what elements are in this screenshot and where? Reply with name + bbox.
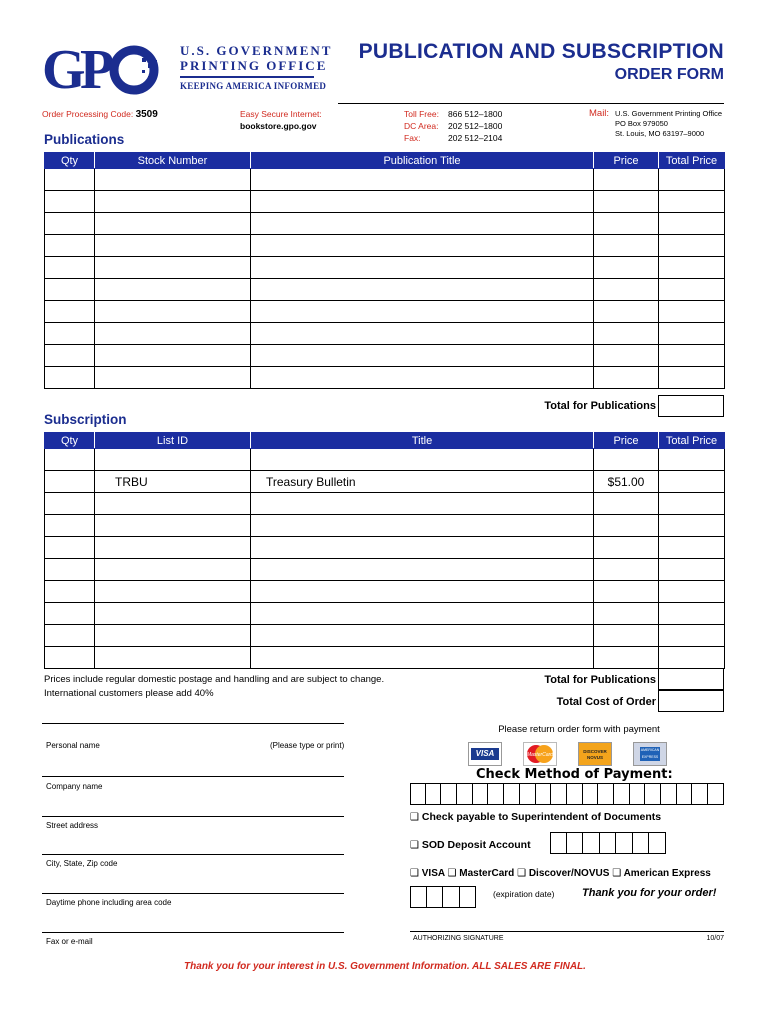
table-cell[interactable] xyxy=(45,537,95,559)
return-note: Please return order form with payment xyxy=(498,724,660,735)
table-cell[interactable] xyxy=(95,647,251,669)
col-qty: Qty xyxy=(45,153,95,169)
pub-total-box[interactable] xyxy=(658,395,724,417)
prices-note-line1: Prices include regular domestic postage and handling and are subject to change. xyxy=(44,674,385,685)
table-row xyxy=(45,301,725,323)
table-cell[interactable] xyxy=(659,559,725,581)
table-cell[interactable] xyxy=(45,213,95,235)
sub-total-box[interactable] xyxy=(658,668,724,690)
table-row xyxy=(45,559,725,581)
table-cell[interactable] xyxy=(594,625,659,647)
table-row xyxy=(45,213,725,235)
table-cell[interactable] xyxy=(251,191,594,213)
fax-number: 202 512–2104 xyxy=(448,133,503,143)
sod-option[interactable] xyxy=(410,839,531,851)
order-code-value: 3509 xyxy=(135,109,158,120)
subscription-title: Subscription xyxy=(44,412,127,427)
table-cell[interactable] xyxy=(659,213,725,235)
col-price: Price xyxy=(594,153,659,169)
table-cell[interactable] xyxy=(251,603,594,625)
col-stock-number: Stock Number xyxy=(95,153,251,169)
type-or-print-note: (Please type or print) xyxy=(270,741,345,750)
discover-option-label: Discover/NOVUS xyxy=(528,868,610,879)
table-cell[interactable] xyxy=(251,213,594,235)
entry-box[interactable] xyxy=(614,783,630,805)
dc-number: 202 512–1800 xyxy=(448,121,503,131)
table-cell[interactable] xyxy=(95,191,251,213)
signature-line[interactable] xyxy=(410,931,724,932)
svg-text:P: P xyxy=(80,40,115,96)
table-row xyxy=(45,257,725,279)
phone-label: Daytime phone including area code xyxy=(46,898,172,907)
table-cell[interactable] xyxy=(659,279,725,301)
mail-address xyxy=(615,109,722,139)
table-cell[interactable] xyxy=(251,323,594,345)
table-cell[interactable] xyxy=(659,345,725,367)
mastercard-icon xyxy=(523,742,557,766)
fax-email-label: Fax or e-mail xyxy=(46,937,93,946)
table-cell[interactable] xyxy=(659,493,725,515)
table-cell[interactable] xyxy=(95,581,251,603)
table-cell[interactable] xyxy=(95,367,251,389)
check-option[interactable] xyxy=(410,811,661,823)
entry-box[interactable] xyxy=(661,783,677,805)
footer-note: Thank you for your interest in U.S. Government Information. ALL SALES ARE FINAL. xyxy=(184,961,586,972)
checkbox-icon[interactable]: ❑ xyxy=(517,868,527,879)
personal-name-label: Personal name xyxy=(46,741,100,750)
publications-header xyxy=(45,153,725,169)
sod-option-label: SOD Deposit Account xyxy=(421,839,531,851)
entry-box[interactable] xyxy=(410,886,427,908)
entry-box[interactable] xyxy=(600,832,617,854)
table-row xyxy=(45,493,725,515)
card-options xyxy=(410,868,711,879)
total-cost-label: Total Cost of Order xyxy=(556,696,656,708)
street-address-field[interactable] xyxy=(42,854,344,855)
table-cell[interactable] xyxy=(251,301,594,323)
entry-box[interactable] xyxy=(427,886,444,908)
table-row xyxy=(45,603,725,625)
table-cell[interactable] xyxy=(594,169,659,191)
entry-box[interactable] xyxy=(551,783,567,805)
entry-box[interactable] xyxy=(583,783,599,805)
header-divider xyxy=(338,103,724,104)
entry-box[interactable] xyxy=(410,783,426,805)
agency-line1: U.S. GOVERNMENT xyxy=(180,43,333,58)
table-cell[interactable] xyxy=(45,235,95,257)
table-row xyxy=(45,647,725,669)
checkbox-icon[interactable]: ❑ xyxy=(612,868,622,879)
col-price: Price xyxy=(594,433,659,449)
mastercard-option-label: MasterCard xyxy=(459,868,515,879)
table-cell[interactable] xyxy=(594,515,659,537)
signature-label: AUTHORIZING SIGNATURE xyxy=(413,935,504,942)
table-cell[interactable] xyxy=(659,169,725,191)
entry-box[interactable] xyxy=(616,832,633,854)
table-cell[interactable] xyxy=(251,367,594,389)
visa-card-icon xyxy=(468,742,502,766)
table-cell[interactable] xyxy=(251,559,594,581)
title-cell[interactable]: Treasury Bulletin xyxy=(251,471,594,493)
entry-box[interactable] xyxy=(536,783,552,805)
table-cell[interactable] xyxy=(45,647,95,669)
sub-total-label: Total for Publications xyxy=(544,674,656,686)
mail-label: Mail: xyxy=(589,108,610,119)
table-cell[interactable] xyxy=(95,301,251,323)
table-cell[interactable] xyxy=(251,279,594,301)
table-row xyxy=(45,367,725,389)
table-cell[interactable] xyxy=(251,235,594,257)
internet-label: Easy Secure Internet: xyxy=(240,109,322,119)
mail-line3: St. Louis, MO 63197–9000 xyxy=(615,129,705,138)
agency-name xyxy=(180,44,332,73)
agency-tagline: KEEPING AMERICA INFORMED xyxy=(180,81,327,91)
table-cell[interactable] xyxy=(95,323,251,345)
checkbox-icon[interactable]: ❑ xyxy=(410,840,419,851)
table-cell[interactable] xyxy=(251,515,594,537)
amex-card-text: AMERICAN EXPRESS xyxy=(640,748,660,759)
table-cell[interactable] xyxy=(251,169,594,191)
order-code-label: Order Processing Code: xyxy=(42,109,134,119)
entry-box[interactable] xyxy=(504,783,520,805)
toll-free-label: Toll Free: xyxy=(404,109,439,119)
table-cell[interactable] xyxy=(95,603,251,625)
city-label: City, State, Zip code xyxy=(46,859,118,868)
table-cell[interactable] xyxy=(659,603,725,625)
personal-name-field[interactable] xyxy=(42,776,344,777)
table-cell[interactable] xyxy=(594,537,659,559)
table-cell[interactable] xyxy=(594,493,659,515)
table-cell[interactable] xyxy=(594,257,659,279)
subscription-header xyxy=(45,433,725,449)
table-cell[interactable] xyxy=(659,257,725,279)
visa-card-text: VISA xyxy=(471,748,499,760)
table-cell[interactable] xyxy=(95,537,251,559)
list-id-cell[interactable]: TRBU xyxy=(95,471,251,493)
checkbox-icon[interactable]: ❑ xyxy=(410,812,419,823)
mail-line2: PO Box 979050 xyxy=(615,119,668,128)
mail-line1: U.S. Government Printing Office xyxy=(615,109,722,118)
table-cell[interactable] xyxy=(594,559,659,581)
col-total-price: Total Price xyxy=(659,153,725,169)
agency-line2: PRINTING OFFICE xyxy=(180,58,328,73)
company-name-label: Company name xyxy=(46,782,103,791)
table-cell[interactable] xyxy=(251,625,594,647)
col-total-price: Total Price xyxy=(659,433,725,449)
account-number-boxes[interactable] xyxy=(410,783,724,805)
table-cell[interactable] xyxy=(594,581,659,603)
visa-option-label: VISA xyxy=(421,868,445,879)
table-row xyxy=(45,323,725,345)
table-cell[interactable] xyxy=(251,345,594,367)
top-divider xyxy=(42,723,344,724)
internet-url[interactable]: bookstore.gpo.gov xyxy=(240,121,317,131)
subscription-table xyxy=(44,432,725,669)
amex-card-icon xyxy=(633,742,667,766)
table-cell[interactable] xyxy=(251,537,594,559)
table-cell[interactable] xyxy=(95,559,251,581)
table-cell[interactable] xyxy=(45,559,95,581)
entry-box[interactable] xyxy=(645,783,661,805)
entry-box[interactable] xyxy=(598,783,614,805)
table-cell[interactable] xyxy=(95,493,251,515)
discover-card-icon xyxy=(578,742,612,766)
table-cell[interactable] xyxy=(45,279,95,301)
dc-label: DC Area: xyxy=(404,121,439,131)
table-cell[interactable] xyxy=(594,603,659,625)
table-row xyxy=(45,279,725,301)
table-cell[interactable] xyxy=(95,515,251,537)
entry-box[interactable] xyxy=(708,783,724,805)
table-row xyxy=(45,581,725,603)
thanks-note: Thank you for your order! xyxy=(582,887,717,899)
payment-method-title: Check Method of Payment: xyxy=(476,767,673,782)
entry-box[interactable] xyxy=(692,783,708,805)
table-cell[interactable] xyxy=(251,647,594,669)
entry-box[interactable] xyxy=(488,783,504,805)
entry-box[interactable] xyxy=(677,783,693,805)
table-cell[interactable] xyxy=(594,191,659,213)
col-publication-title: Publication Title xyxy=(251,153,594,169)
entry-box[interactable] xyxy=(633,832,650,854)
table-cell[interactable] xyxy=(45,581,95,603)
table-cell[interactable] xyxy=(659,323,725,345)
col-qty: Qty xyxy=(45,433,95,449)
street-address-label: Street address xyxy=(46,821,99,830)
expiration-label: (expiration date) xyxy=(493,889,555,899)
entry-box[interactable] xyxy=(520,783,536,805)
table-cell[interactable] xyxy=(251,581,594,603)
expiration-boxes[interactable] xyxy=(410,886,476,908)
publications-table xyxy=(44,152,725,389)
form-subtitle: ORDER FORM xyxy=(614,66,724,83)
total-cost-box[interactable] xyxy=(658,690,724,712)
prices-note-line2: International customers please add 40% xyxy=(44,688,214,699)
table-row xyxy=(45,625,725,647)
table-row xyxy=(45,345,725,367)
form-date: 10/07 xyxy=(706,935,724,942)
table-cell[interactable] xyxy=(594,301,659,323)
table-row xyxy=(45,537,725,559)
toll-free-number: 866 512–1800 xyxy=(448,109,503,119)
form-title: PUBLICATION AND SUBSCRIPTION xyxy=(358,40,724,63)
table-cell[interactable] xyxy=(594,213,659,235)
checkbox-icon[interactable]: ❑ xyxy=(410,868,419,879)
table-cell[interactable] xyxy=(594,345,659,367)
entry-box[interactable] xyxy=(567,783,583,805)
table-cell[interactable] xyxy=(251,493,594,515)
table-row xyxy=(45,235,725,257)
table-cell[interactable] xyxy=(594,235,659,257)
fax-label: Fax: xyxy=(404,133,421,143)
table-cell[interactable] xyxy=(251,257,594,279)
check-option-label: Check payable to Superintendent of Documents xyxy=(421,811,662,823)
table-cell[interactable] xyxy=(45,345,95,367)
entry-box[interactable] xyxy=(443,886,460,908)
table-cell[interactable] xyxy=(45,625,95,647)
table-cell[interactable] xyxy=(45,301,95,323)
table-cell[interactable] xyxy=(659,581,725,603)
table-cell[interactable] xyxy=(95,345,251,367)
phone-field[interactable] xyxy=(42,932,344,933)
entry-box[interactable] xyxy=(426,783,442,805)
table-cell[interactable] xyxy=(659,235,725,257)
entry-box[interactable] xyxy=(457,783,473,805)
order-code xyxy=(42,108,158,121)
agency-divider xyxy=(180,76,314,78)
table-cell[interactable] xyxy=(95,625,251,647)
table-cell[interactable] xyxy=(659,367,725,389)
table-cell[interactable] xyxy=(95,235,251,257)
table-cell[interactable] xyxy=(45,603,95,625)
table-cell[interactable] xyxy=(594,279,659,301)
table-cell[interactable] xyxy=(95,257,251,279)
table-cell[interactable] xyxy=(659,537,725,559)
table-cell[interactable] xyxy=(659,515,725,537)
table-cell[interactable] xyxy=(594,323,659,345)
mastercard-text: MasterCard xyxy=(526,752,554,758)
table-cell[interactable] xyxy=(45,515,95,537)
table-cell[interactable] xyxy=(45,323,95,345)
table-cell[interactable] xyxy=(594,647,659,669)
phone-info xyxy=(404,108,502,144)
table-cell[interactable] xyxy=(659,301,725,323)
sod-account-boxes[interactable] xyxy=(550,832,666,854)
table-cell[interactable] xyxy=(594,367,659,389)
entry-box[interactable] xyxy=(649,832,666,854)
col-title: Title xyxy=(251,433,594,449)
table-cell[interactable] xyxy=(659,625,725,647)
svg-text:G: G xyxy=(42,40,86,96)
table-cell[interactable] xyxy=(45,367,95,389)
table-cell[interactable] xyxy=(45,493,95,515)
table-cell[interactable] xyxy=(45,169,95,191)
entry-box[interactable] xyxy=(460,886,477,908)
entry-box[interactable] xyxy=(441,783,457,805)
table-cell[interactable] xyxy=(45,257,95,279)
table-cell[interactable] xyxy=(95,169,251,191)
table-cell[interactable] xyxy=(95,213,251,235)
entry-box[interactable] xyxy=(583,832,600,854)
table-cell[interactable] xyxy=(45,191,95,213)
gpo-logo xyxy=(42,40,160,96)
internet-info xyxy=(240,108,322,132)
table-row xyxy=(45,471,725,493)
entry-box[interactable] xyxy=(550,832,567,854)
price-cell[interactable]: $51.00 xyxy=(594,471,659,493)
table-row xyxy=(45,169,725,191)
table-cell[interactable] xyxy=(95,279,251,301)
table-row xyxy=(45,515,725,537)
entry-box[interactable] xyxy=(630,783,646,805)
entry-box[interactable] xyxy=(567,832,584,854)
publications-title: Publications xyxy=(44,132,125,147)
col-list-id: List ID xyxy=(95,433,251,449)
table-row xyxy=(45,191,725,213)
discover-card-text: DISCOVER NOVUS xyxy=(583,749,607,760)
table-row xyxy=(45,449,725,471)
pub-total-label: Total for Publications xyxy=(544,400,656,412)
company-name-field[interactable] xyxy=(42,816,344,817)
checkbox-icon[interactable]: ❑ xyxy=(447,868,457,879)
table-cell[interactable] xyxy=(659,191,725,213)
entry-box[interactable] xyxy=(473,783,489,805)
city-field[interactable] xyxy=(42,893,344,894)
amex-option-label: American Express xyxy=(623,868,711,879)
table-cell[interactable] xyxy=(659,647,725,669)
prices-note xyxy=(44,673,384,701)
